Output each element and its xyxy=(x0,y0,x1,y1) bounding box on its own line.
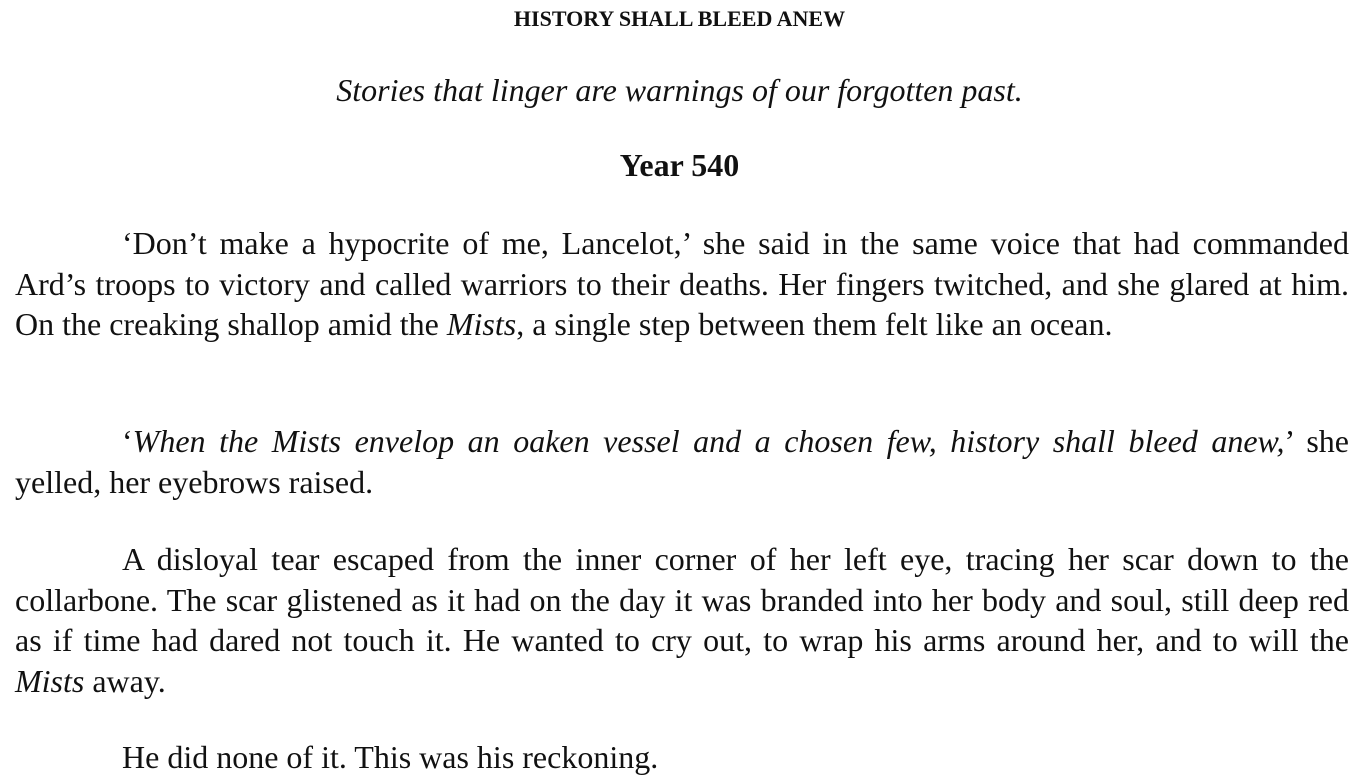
paragraph-text: A disloyal tear escaped from the inner corner of her left eye, tracing her scar down to the collarbone. The scar glistened as it had on the day it was branded into her body and soul, still deep red as if time had dared not touch it. He wanted to cry out, to wrap his arms around her, and to will the xyxy=(15,541,1349,658)
paragraph-4 xyxy=(15,737,1349,778)
paragraph-1 xyxy=(15,223,1349,345)
paragraph-text: He did none of it. This was his reckoning. xyxy=(122,739,659,775)
emphasis-mists: Mists xyxy=(15,662,85,699)
paragraph-text: , a single step between them felt like an ocean. xyxy=(516,306,1113,342)
paragraph-text: ‘ xyxy=(122,423,133,459)
paragraph-3 xyxy=(15,539,1349,701)
paragraph-text: ‘Don’t make a hypocrite of me, Lancelot,’ she said in the same voice that had commanded Ard’s troops to victory and called warriors to their deaths. Her fingers twitched, and she glared at him. On the creaking shallop amid the xyxy=(15,225,1349,342)
epigraph: Stories that linger are warnings of our forgotten past. xyxy=(336,72,1023,108)
emphasis-mists: Mists xyxy=(446,306,517,342)
chapter-heading: Year 540 xyxy=(619,147,740,183)
paragraph-text: ’ she yelled, her eyebrows raised. xyxy=(15,423,1350,500)
paragraph-2 xyxy=(15,421,1349,502)
paragraph-text: away. xyxy=(84,662,166,699)
book-title: HISTORY SHALL BLEED ANEW xyxy=(513,6,846,31)
emphasis-prophecy: When the Mists envelop an oaken vessel and a chosen few, history shall bleed anew, xyxy=(132,423,1285,459)
